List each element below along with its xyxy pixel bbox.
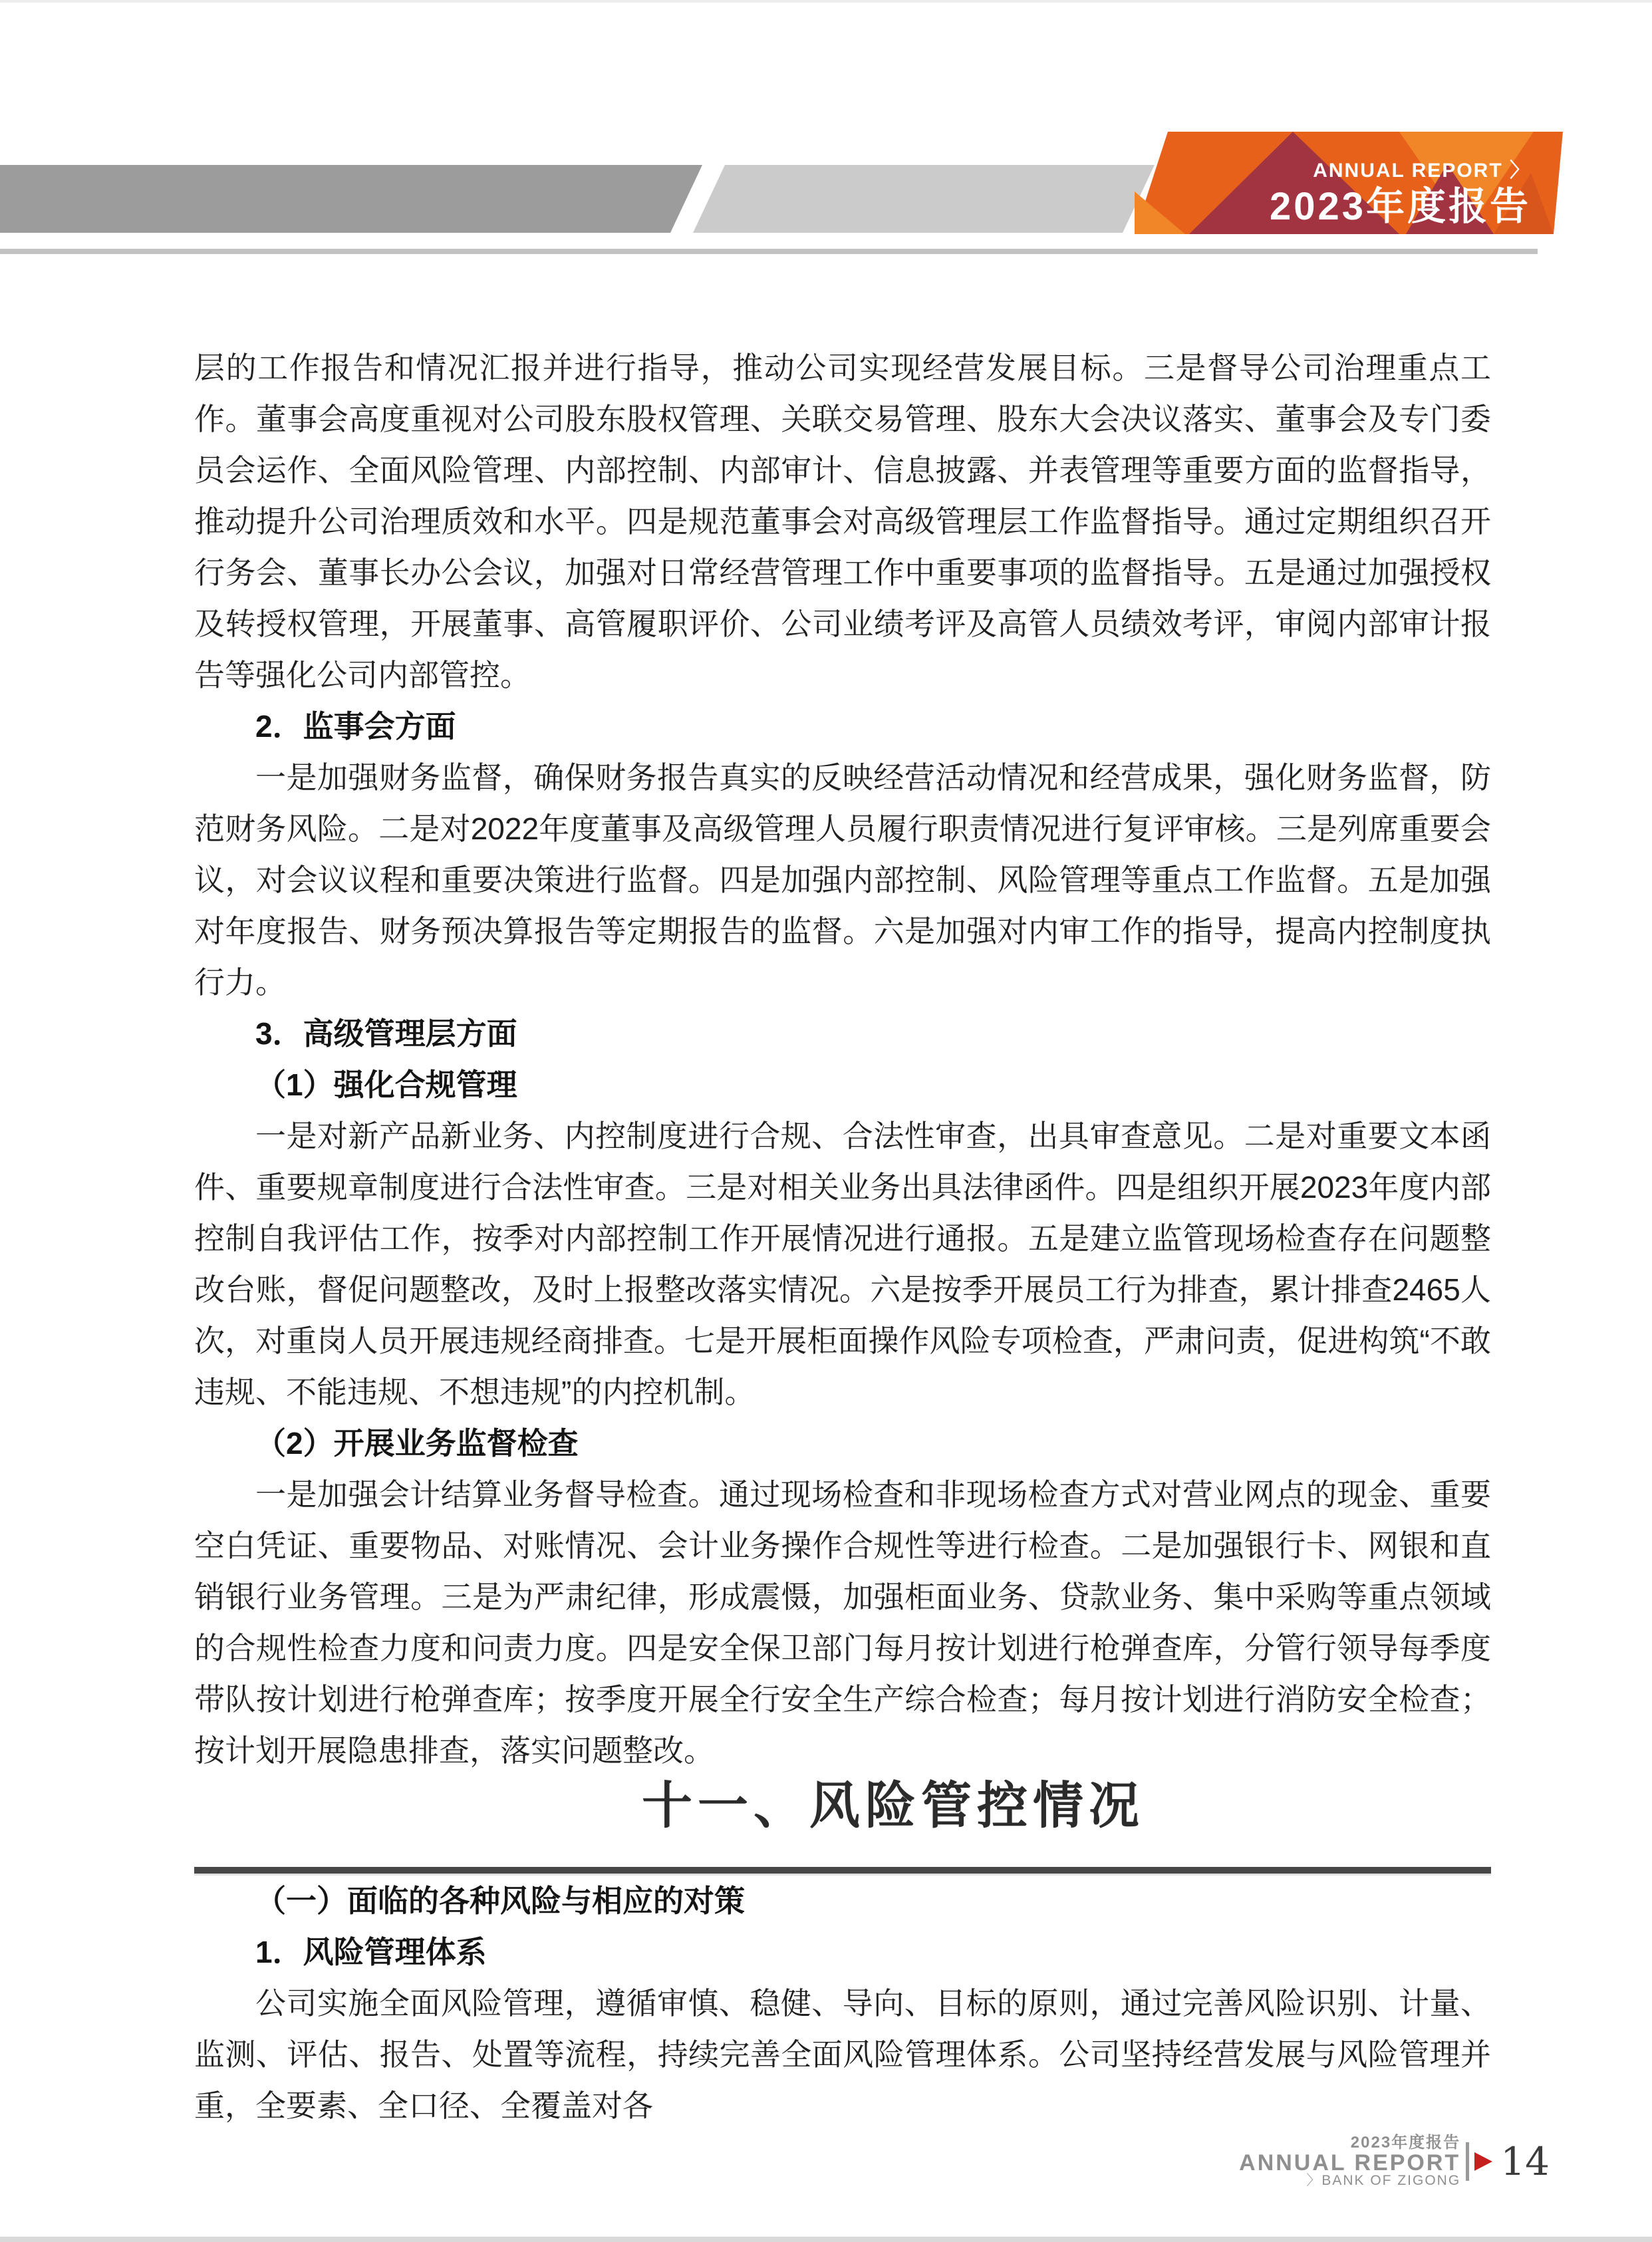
chapter-title-risk-control: 十一、风险管控情况 <box>642 1778 1145 1834</box>
footer-report-title-cn: 2023年度报告 <box>1350 2134 1461 2152</box>
banner-text <box>1135 132 1531 234</box>
page-footer <box>1239 2135 1550 2188</box>
footer-divider-bar <box>1466 2142 1469 2181</box>
footer-report-identity <box>1239 2135 1460 2188</box>
banner-year-title: 2023年度报告 <box>1269 185 1531 228</box>
page-number: 14 <box>1500 2139 1550 2184</box>
chapter-divider <box>194 1867 1491 1876</box>
page-bottom-edge <box>0 2237 1652 2242</box>
heading-supervisory-board: 2．监事会方面 <box>255 709 456 744</box>
document-body <box>194 343 1491 2132</box>
heading-risk-management-system: 1．风险管理体系 <box>255 1935 487 1969</box>
paragraph-risk-management-system: 公司实施全面风险管理，遵循审慎、稳健、导向、目标的原则，通过完善风险识别、计量、监测、评估、报告、处置等流程，持续完善全面风险管理体系。公司坚持经营发展与风险管理并重，全要素、全口径、全覆盖对各 <box>194 1986 1491 2123</box>
paragraph-supervisory-board: 一是加强财务监督，确保财务报告真实的反映经营活动情况和经营成果，强化财务监督，防范财务风险。二是对2022年度董事及高级管理人员履行职责情况进行复评审核。三是列席重要会议，对会议议程和重要决策进行监督。四是加强内部控制、风险管理等重点工作监督。五是加强对年度报告、财务预决算报告等定期报告的监督。六是加强对内审工作的指导，提高内控制度执行力。 <box>194 760 1491 1000</box>
footer-arrow-icon <box>1474 2152 1492 2171</box>
paragraph-compliance-management: 一是对新产品新业务、内控制度进行合规、合法性审查，出具审查意见。二是对重要文本函件、重要规章制度进行合法性审查。三是对相关业务出具法律函件。四是组织开展2023年度内部控制自我评估工作，按季对内部控制工作开展情况进行通报。五是建立监管现场检查存在问题整改台账，督促问题整改，及时上报整改落实情况。六是按季开展员工行为排查，累计排查2465人次，对重岗人员开展违规经商排查。七是开展柜面操作风险专项检查，严肃问责，促进构筑“不敢违规、不能违规、不想违规”的内控机制。 <box>194 1119 1491 1409</box>
heading-senior-management: 3．高级管理层方面 <box>255 1016 517 1051</box>
footer-bank-name: 〉BANK OF ZIGONG <box>1306 2173 1461 2188</box>
heading-risks-and-countermeasures: （一）面临的各种风险与相应的对策 <box>255 1884 745 1918</box>
footer-report-title-en: ANNUAL REPORT <box>1239 2150 1461 2175</box>
page-top-edge <box>0 0 1652 3</box>
heading-compliance-management: （1）强化合规管理 <box>255 1067 517 1102</box>
paragraph-board-continuation: 层的工作报告和情况汇报并进行指导，推动公司实现经营发展目标。三是督导公司治理重点工作。董事会高度重视对公司股东股权管理、关联交易管理、股东大会决议落实、董事会及专门委员会运作、全面风险管理、内部控制、内部审计、信息披露、并表管理等重要方面的监督指导，推动提升公司治理质效和水平。四是规范董事会对高级管理层工作监督指导。通过定期组织召开行务会、董事长办公会议，加强对日常经营管理工作中重要事项的监督指导。五是通过加强授权及转授权管理，开展董事、高管履职评价、公司业绩考评及高管人员绩效考评，审阅内部审计报告等强化公司内部管控。 <box>194 350 1491 692</box>
paragraph-business-inspection: 一是加强会计结算业务督导检查。通过现场检查和非现场检查方式对营业网点的现金、重要空白凭证、重要物品、对账情况、会计业务操作合规性等进行检查。二是加强银行卡、网银和直销银行业务管理。三是为严肃纪律，形成震慑，加强柜面业务、贷款业务、集中采购等重点领域的合规性检查力度和问责力度。四是安全保卫部门每月按计划进行枪弹查库，分管行领导每季度带队按计划进行枪弹查库；按季度开展全行安全生产综合检查；每月按计划进行消防安全检查；按计划开展隐患排查，落实问题整改。 <box>194 1477 1491 1768</box>
banner-annual-report-label: ANNUAL REPORT 〉 <box>1313 160 1531 182</box>
header-rule <box>0 249 1538 254</box>
header-bar-dark <box>0 165 702 233</box>
annual-report-banner <box>1135 132 1563 234</box>
heading-business-inspection: （2）开展业务监督检查 <box>255 1426 579 1461</box>
header-bar-light <box>693 165 1155 233</box>
